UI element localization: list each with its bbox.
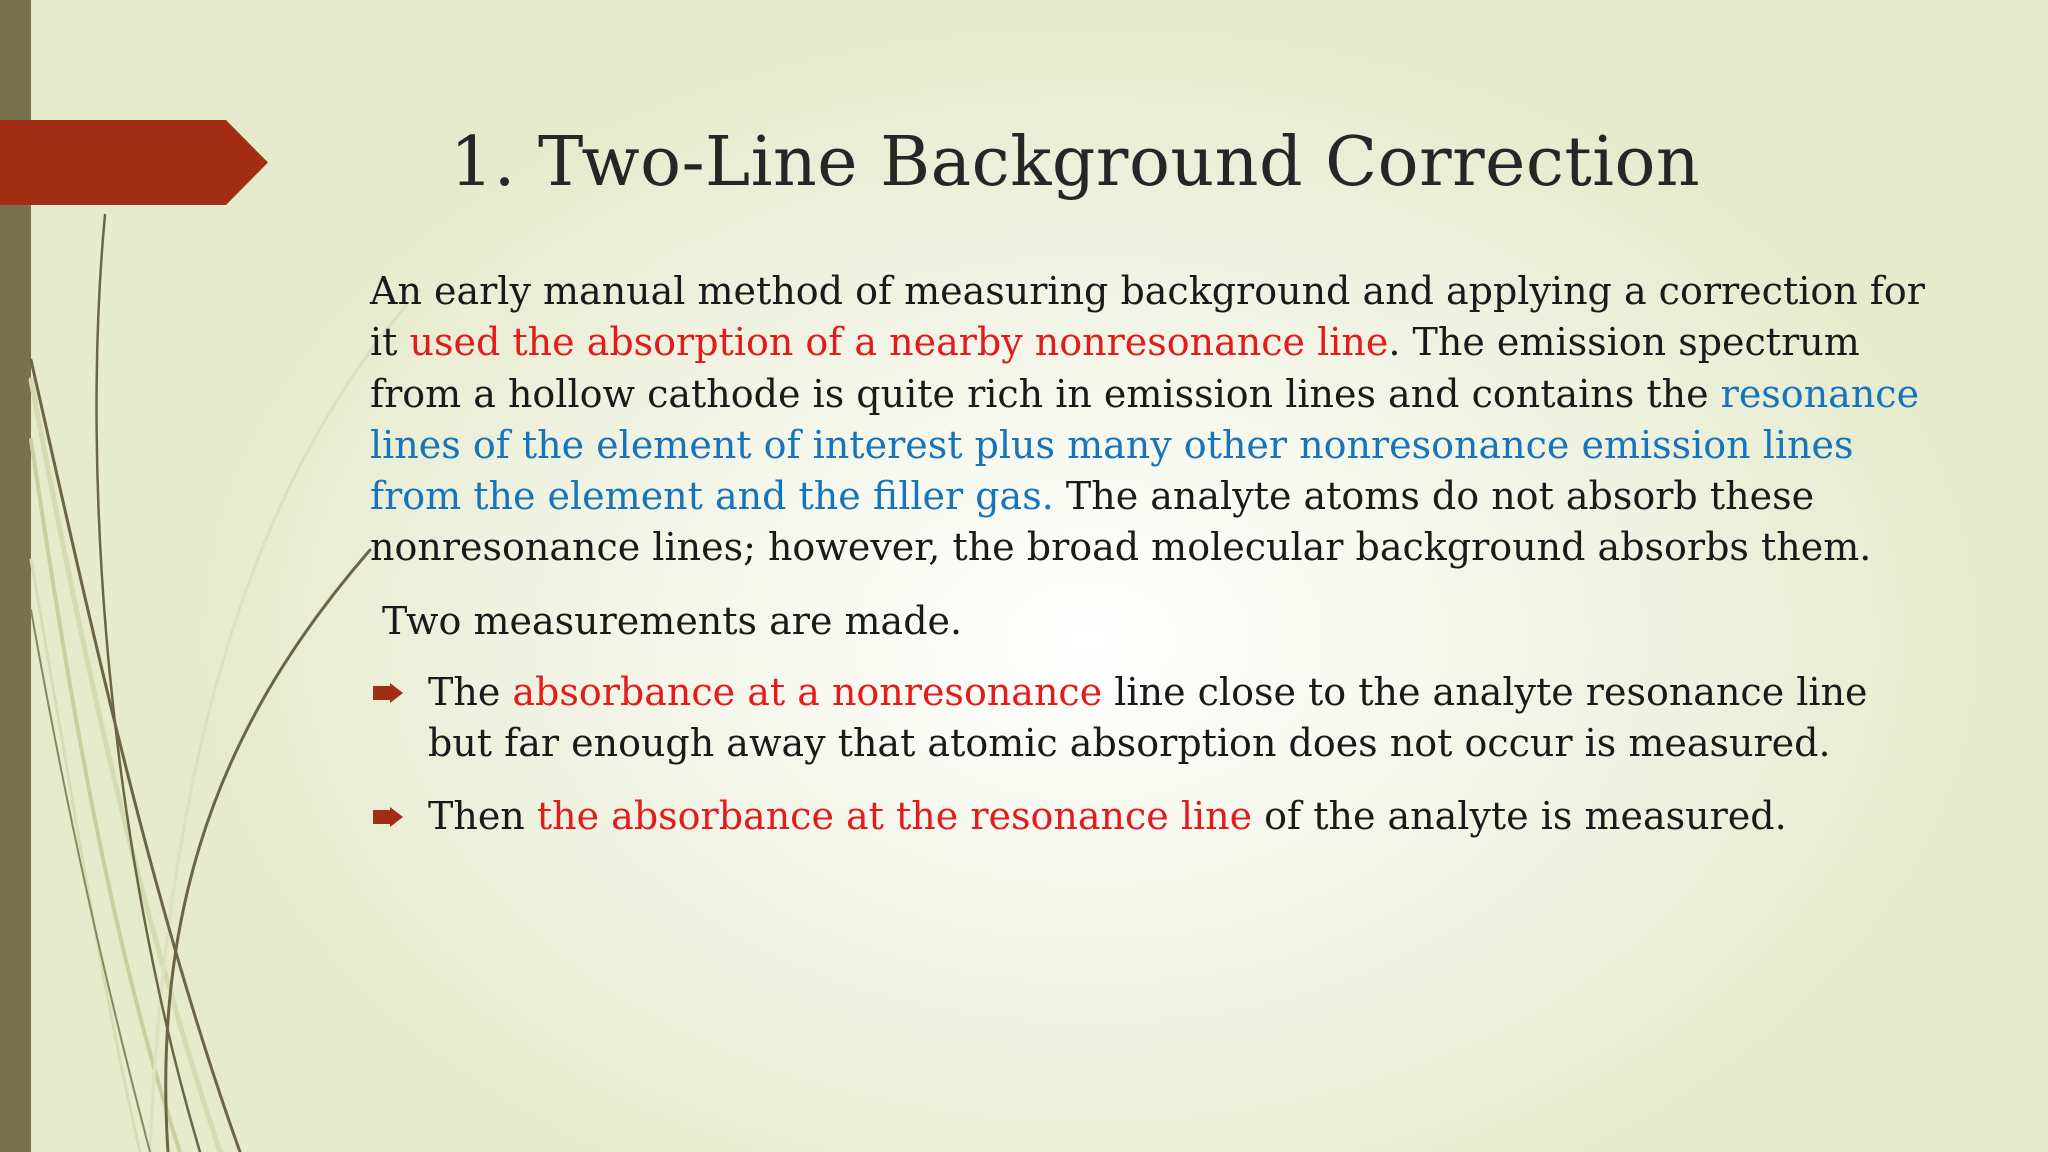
bullet-highlight: the absorbance at the resonance line xyxy=(536,793,1253,838)
bullet-text-before: Then xyxy=(428,793,537,838)
highlight-resonance-lines: resonance lines of the element of interest plus many other nonresonance emission lines from the element and the filler gas. xyxy=(370,371,1920,519)
bullet-text-after: line close to the analyte resonance line but far enough away that atomic absorption does not occur is measured. xyxy=(428,670,1868,766)
intro-text-part2: . The emission spectrum from a hollow cathode is quite rich in emission lines and contains the xyxy=(370,320,1860,416)
pentagon-arrow-icon xyxy=(0,120,268,205)
list-item xyxy=(370,667,1930,770)
arrow-bullet-icon xyxy=(373,683,403,703)
arrow-bullet-icon xyxy=(373,807,403,827)
bullet-list xyxy=(370,667,1930,842)
bullet-text-before: The xyxy=(428,670,513,715)
intro-text-part1: An early manual method of measuring background and applying a correction for it xyxy=(370,269,1925,365)
measurements-intro: Two measurements are made. xyxy=(382,598,963,643)
slide-body xyxy=(370,266,1930,863)
list-item xyxy=(370,791,1930,842)
highlight-nonresonance-line: used the absorption of a nearby nonresonance line xyxy=(409,320,1389,365)
intro-paragraph xyxy=(370,266,1930,574)
intro-text-part3: The analyte atoms do not absorb these nonresonance lines; however, the broad molecular background absorbs them. xyxy=(370,474,1872,570)
bullet-text-after: of the analyte is measured. xyxy=(1252,793,1787,838)
slide-title: 1. Two-Line Background Correction xyxy=(450,123,1701,202)
bullet-highlight: absorbance at a nonresonance xyxy=(512,670,1103,715)
